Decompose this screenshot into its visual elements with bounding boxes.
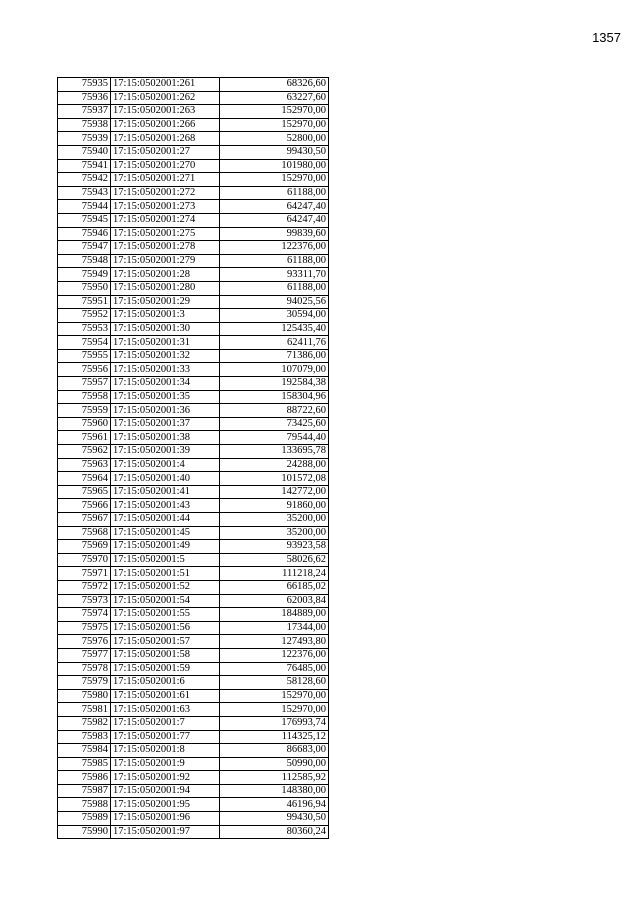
table-row bbox=[58, 295, 329, 309]
cadastral-number-cell: 17:15:0502001:272 bbox=[111, 186, 220, 200]
cadastral-value-cell: 71386,00 bbox=[220, 349, 329, 363]
row-number-cell: 75989 bbox=[58, 812, 111, 826]
table-body bbox=[58, 78, 329, 839]
cadastral-value-cell: 152970,00 bbox=[220, 105, 329, 119]
cadastral-value-cell: 101980,00 bbox=[220, 159, 329, 173]
cadastral-number-cell: 17:15:0502001:7 bbox=[111, 716, 220, 730]
cadastral-value-cell: 46196,94 bbox=[220, 798, 329, 812]
cadastral-value-cell: 133695,78 bbox=[220, 445, 329, 459]
cadastral-number-cell: 17:15:0502001:261 bbox=[111, 78, 220, 92]
table-row bbox=[58, 173, 329, 187]
cadastral-value-cell: 152970,00 bbox=[220, 689, 329, 703]
row-number-cell: 75960 bbox=[58, 417, 111, 431]
table-row bbox=[58, 241, 329, 255]
table-row bbox=[58, 472, 329, 486]
cadastral-number-cell: 17:15:0502001:4 bbox=[111, 458, 220, 472]
table-row bbox=[58, 390, 329, 404]
cadastral-number-cell: 17:15:0502001:268 bbox=[111, 132, 220, 146]
row-number-cell: 75959 bbox=[58, 404, 111, 418]
table-row bbox=[58, 91, 329, 105]
table-row bbox=[58, 757, 329, 771]
table-row bbox=[58, 268, 329, 282]
cadastral-number-cell: 17:15:0502001:57 bbox=[111, 635, 220, 649]
cadastral-value-cell: 125435,40 bbox=[220, 322, 329, 336]
cadastral-number-cell: 17:15:0502001:45 bbox=[111, 526, 220, 540]
cadastral-number-cell: 17:15:0502001:29 bbox=[111, 295, 220, 309]
table-row bbox=[58, 200, 329, 214]
row-number-cell: 75971 bbox=[58, 567, 111, 581]
cadastral-value-cell: 142772,00 bbox=[220, 485, 329, 499]
table-row bbox=[58, 798, 329, 812]
cadastral-value-cell: 88722,60 bbox=[220, 404, 329, 418]
cadastral-number-cell: 17:15:0502001:275 bbox=[111, 227, 220, 241]
cadastral-value-table bbox=[57, 77, 329, 839]
row-number-cell: 75968 bbox=[58, 526, 111, 540]
cadastral-number-cell: 17:15:0502001:36 bbox=[111, 404, 220, 418]
cadastral-value-cell: 61188,00 bbox=[220, 254, 329, 268]
cadastral-value-cell: 114325,12 bbox=[220, 730, 329, 744]
cadastral-value-cell: 79544,40 bbox=[220, 431, 329, 445]
cadastral-value-cell: 99430,50 bbox=[220, 145, 329, 159]
table-row bbox=[58, 186, 329, 200]
table-row bbox=[58, 254, 329, 268]
row-number-cell: 75983 bbox=[58, 730, 111, 744]
cadastral-value-cell: 94025,56 bbox=[220, 295, 329, 309]
cadastral-number-cell: 17:15:0502001:3 bbox=[111, 309, 220, 323]
table-row bbox=[58, 417, 329, 431]
table-row bbox=[58, 812, 329, 826]
row-number-cell: 75942 bbox=[58, 173, 111, 187]
table-row bbox=[58, 213, 329, 227]
page-number: 1357 bbox=[592, 30, 621, 45]
cadastral-value-cell: 91860,00 bbox=[220, 499, 329, 513]
cadastral-value-cell: 35200,00 bbox=[220, 513, 329, 527]
row-number-cell: 75979 bbox=[58, 676, 111, 690]
cadastral-value-cell: 148380,00 bbox=[220, 784, 329, 798]
cadastral-value-cell: 17344,00 bbox=[220, 621, 329, 635]
table-row bbox=[58, 132, 329, 146]
cadastral-number-cell: 17:15:0502001:44 bbox=[111, 513, 220, 527]
row-number-cell: 75940 bbox=[58, 145, 111, 159]
cadastral-number-cell: 17:15:0502001:34 bbox=[111, 377, 220, 391]
cadastral-value-cell: 101572,08 bbox=[220, 472, 329, 486]
cadastral-number-cell: 17:15:0502001:58 bbox=[111, 648, 220, 662]
row-number-cell: 75974 bbox=[58, 608, 111, 622]
table-row bbox=[58, 662, 329, 676]
cadastral-number-cell: 17:15:0502001:97 bbox=[111, 825, 220, 839]
row-number-cell: 75976 bbox=[58, 635, 111, 649]
table-row bbox=[58, 771, 329, 785]
cadastral-number-cell: 17:15:0502001:54 bbox=[111, 594, 220, 608]
row-number-cell: 75951 bbox=[58, 295, 111, 309]
row-number-cell: 75949 bbox=[58, 268, 111, 282]
table-row bbox=[58, 118, 329, 132]
table-row bbox=[58, 445, 329, 459]
table-row bbox=[58, 689, 329, 703]
row-number-cell: 75954 bbox=[58, 336, 111, 350]
cadastral-value-cell: 52800,00 bbox=[220, 132, 329, 146]
row-number-cell: 75939 bbox=[58, 132, 111, 146]
cadastral-value-cell: 127493,80 bbox=[220, 635, 329, 649]
cadastral-number-cell: 17:15:0502001:28 bbox=[111, 268, 220, 282]
row-number-cell: 75936 bbox=[58, 91, 111, 105]
table-row bbox=[58, 363, 329, 377]
table-row bbox=[58, 540, 329, 554]
cadastral-number-cell: 17:15:0502001:55 bbox=[111, 608, 220, 622]
cadastral-value-cell: 112585,92 bbox=[220, 771, 329, 785]
row-number-cell: 75986 bbox=[58, 771, 111, 785]
cadastral-value-cell: 152970,00 bbox=[220, 173, 329, 187]
cadastral-number-cell: 17:15:0502001:271 bbox=[111, 173, 220, 187]
cadastral-number-cell: 17:15:0502001:5 bbox=[111, 553, 220, 567]
cadastral-number-cell: 17:15:0502001:41 bbox=[111, 485, 220, 499]
cadastral-number-cell: 17:15:0502001:273 bbox=[111, 200, 220, 214]
cadastral-number-cell: 17:15:0502001:270 bbox=[111, 159, 220, 173]
cadastral-value-cell: 61188,00 bbox=[220, 281, 329, 295]
row-number-cell: 75961 bbox=[58, 431, 111, 445]
cadastral-value-cell: 76485,00 bbox=[220, 662, 329, 676]
cadastral-value-cell: 50990,00 bbox=[220, 757, 329, 771]
row-number-cell: 75964 bbox=[58, 472, 111, 486]
cadastral-value-cell: 30594,00 bbox=[220, 309, 329, 323]
table-row bbox=[58, 784, 329, 798]
table-row bbox=[58, 567, 329, 581]
table-row bbox=[58, 594, 329, 608]
table-row bbox=[58, 322, 329, 336]
cadastral-value-cell: 122376,00 bbox=[220, 241, 329, 255]
row-number-cell: 75967 bbox=[58, 513, 111, 527]
cadastral-value-cell: 192584,38 bbox=[220, 377, 329, 391]
table-row bbox=[58, 105, 329, 119]
cadastral-value-cell: 158304,96 bbox=[220, 390, 329, 404]
row-number-cell: 75935 bbox=[58, 78, 111, 92]
cadastral-value-cell: 107079,00 bbox=[220, 363, 329, 377]
row-number-cell: 75978 bbox=[58, 662, 111, 676]
row-number-cell: 75981 bbox=[58, 703, 111, 717]
table-row bbox=[58, 159, 329, 173]
cadastral-number-cell: 17:15:0502001:63 bbox=[111, 703, 220, 717]
row-number-cell: 75943 bbox=[58, 186, 111, 200]
cadastral-value-cell: 24288,00 bbox=[220, 458, 329, 472]
row-number-cell: 75990 bbox=[58, 825, 111, 839]
row-number-cell: 75938 bbox=[58, 118, 111, 132]
row-number-cell: 75956 bbox=[58, 363, 111, 377]
cadastral-number-cell: 17:15:0502001:274 bbox=[111, 213, 220, 227]
cadastral-number-cell: 17:15:0502001:35 bbox=[111, 390, 220, 404]
row-number-cell: 75962 bbox=[58, 445, 111, 459]
cadastral-number-cell: 17:15:0502001:40 bbox=[111, 472, 220, 486]
cadastral-number-cell: 17:15:0502001:95 bbox=[111, 798, 220, 812]
row-number-cell: 75987 bbox=[58, 784, 111, 798]
table-row bbox=[58, 716, 329, 730]
table-row bbox=[58, 553, 329, 567]
table-row bbox=[58, 499, 329, 513]
table-row bbox=[58, 349, 329, 363]
table-row bbox=[58, 744, 329, 758]
cadastral-value-cell: 64247,40 bbox=[220, 213, 329, 227]
table-row bbox=[58, 431, 329, 445]
table-row bbox=[58, 730, 329, 744]
cadastral-number-cell: 17:15:0502001:278 bbox=[111, 241, 220, 255]
cadastral-value-cell: 111218,24 bbox=[220, 567, 329, 581]
cadastral-number-cell: 17:15:0502001:92 bbox=[111, 771, 220, 785]
cadastral-value-cell: 68326,60 bbox=[220, 78, 329, 92]
cadastral-number-cell: 17:15:0502001:77 bbox=[111, 730, 220, 744]
table-row bbox=[58, 526, 329, 540]
row-number-cell: 75966 bbox=[58, 499, 111, 513]
cadastral-number-cell: 17:15:0502001:56 bbox=[111, 621, 220, 635]
cadastral-number-cell: 17:15:0502001:61 bbox=[111, 689, 220, 703]
cadastral-number-cell: 17:15:0502001:8 bbox=[111, 744, 220, 758]
cadastral-value-cell: 80360,24 bbox=[220, 825, 329, 839]
cadastral-number-cell: 17:15:0502001:266 bbox=[111, 118, 220, 132]
row-number-cell: 75952 bbox=[58, 309, 111, 323]
cadastral-value-cell: 93923,58 bbox=[220, 540, 329, 554]
cadastral-value-cell: 61188,00 bbox=[220, 186, 329, 200]
table-row bbox=[58, 485, 329, 499]
cadastral-number-cell: 17:15:0502001:262 bbox=[111, 91, 220, 105]
cadastral-number-cell: 17:15:0502001:280 bbox=[111, 281, 220, 295]
table-row bbox=[58, 608, 329, 622]
row-number-cell: 75970 bbox=[58, 553, 111, 567]
cadastral-number-cell: 17:15:0502001:33 bbox=[111, 363, 220, 377]
cadastral-number-cell: 17:15:0502001:39 bbox=[111, 445, 220, 459]
cadastral-value-cell: 62411,76 bbox=[220, 336, 329, 350]
cadastral-number-cell: 17:15:0502001:279 bbox=[111, 254, 220, 268]
row-number-cell: 75948 bbox=[58, 254, 111, 268]
cadastral-value-cell: 176993,74 bbox=[220, 716, 329, 730]
table-row bbox=[58, 648, 329, 662]
cadastral-value-cell: 152970,00 bbox=[220, 703, 329, 717]
table-row bbox=[58, 635, 329, 649]
cadastral-number-cell: 17:15:0502001:51 bbox=[111, 567, 220, 581]
row-number-cell: 75965 bbox=[58, 485, 111, 499]
row-number-cell: 75946 bbox=[58, 227, 111, 241]
cadastral-value-cell: 99430,50 bbox=[220, 812, 329, 826]
row-number-cell: 75988 bbox=[58, 798, 111, 812]
table-row bbox=[58, 336, 329, 350]
row-number-cell: 75985 bbox=[58, 757, 111, 771]
row-number-cell: 75941 bbox=[58, 159, 111, 173]
row-number-cell: 75982 bbox=[58, 716, 111, 730]
row-number-cell: 75972 bbox=[58, 580, 111, 594]
table-row bbox=[58, 825, 329, 839]
cadastral-value-cell: 152970,00 bbox=[220, 118, 329, 132]
cadastral-number-cell: 17:15:0502001:52 bbox=[111, 580, 220, 594]
table-row bbox=[58, 513, 329, 527]
table-row bbox=[58, 227, 329, 241]
cadastral-value-cell: 99839,60 bbox=[220, 227, 329, 241]
table-row bbox=[58, 621, 329, 635]
row-number-cell: 75975 bbox=[58, 621, 111, 635]
table-row bbox=[58, 309, 329, 323]
row-number-cell: 75953 bbox=[58, 322, 111, 336]
cadastral-value-cell: 122376,00 bbox=[220, 648, 329, 662]
cadastral-number-cell: 17:15:0502001:6 bbox=[111, 676, 220, 690]
table-row bbox=[58, 78, 329, 92]
row-number-cell: 75957 bbox=[58, 377, 111, 391]
cadastral-value-cell: 58128,60 bbox=[220, 676, 329, 690]
table-row bbox=[58, 281, 329, 295]
cadastral-value-cell: 86683,00 bbox=[220, 744, 329, 758]
table-row bbox=[58, 458, 329, 472]
cadastral-number-cell: 17:15:0502001:9 bbox=[111, 757, 220, 771]
cadastral-number-cell: 17:15:0502001:263 bbox=[111, 105, 220, 119]
cadastral-number-cell: 17:15:0502001:59 bbox=[111, 662, 220, 676]
cadastral-number-cell: 17:15:0502001:32 bbox=[111, 349, 220, 363]
table-row bbox=[58, 676, 329, 690]
row-number-cell: 75973 bbox=[58, 594, 111, 608]
table-row bbox=[58, 145, 329, 159]
row-number-cell: 75945 bbox=[58, 213, 111, 227]
row-number-cell: 75969 bbox=[58, 540, 111, 554]
cadastral-number-cell: 17:15:0502001:96 bbox=[111, 812, 220, 826]
cadastral-number-cell: 17:15:0502001:27 bbox=[111, 145, 220, 159]
row-number-cell: 75937 bbox=[58, 105, 111, 119]
table-row bbox=[58, 377, 329, 391]
cadastral-value-cell: 66185,02 bbox=[220, 580, 329, 594]
cadastral-number-cell: 17:15:0502001:38 bbox=[111, 431, 220, 445]
cadastral-number-cell: 17:15:0502001:43 bbox=[111, 499, 220, 513]
cadastral-value-cell: 58026,62 bbox=[220, 553, 329, 567]
table-row bbox=[58, 404, 329, 418]
cadastral-number-cell: 17:15:0502001:31 bbox=[111, 336, 220, 350]
cadastral-number-cell: 17:15:0502001:49 bbox=[111, 540, 220, 554]
row-number-cell: 75955 bbox=[58, 349, 111, 363]
table-row bbox=[58, 580, 329, 594]
row-number-cell: 75950 bbox=[58, 281, 111, 295]
row-number-cell: 75984 bbox=[58, 744, 111, 758]
cadastral-number-cell: 17:15:0502001:30 bbox=[111, 322, 220, 336]
cadastral-value-cell: 35200,00 bbox=[220, 526, 329, 540]
cadastral-value-cell: 64247,40 bbox=[220, 200, 329, 214]
cadastral-value-cell: 93311,70 bbox=[220, 268, 329, 282]
row-number-cell: 75947 bbox=[58, 241, 111, 255]
cadastral-number-cell: 17:15:0502001:37 bbox=[111, 417, 220, 431]
row-number-cell: 75944 bbox=[58, 200, 111, 214]
cadastral-value-cell: 184889,00 bbox=[220, 608, 329, 622]
row-number-cell: 75980 bbox=[58, 689, 111, 703]
cadastral-number-cell: 17:15:0502001:94 bbox=[111, 784, 220, 798]
cadastral-value-cell: 63227,60 bbox=[220, 91, 329, 105]
table-row bbox=[58, 703, 329, 717]
row-number-cell: 75958 bbox=[58, 390, 111, 404]
cadastral-value-cell: 62003,84 bbox=[220, 594, 329, 608]
row-number-cell: 75977 bbox=[58, 648, 111, 662]
row-number-cell: 75963 bbox=[58, 458, 111, 472]
cadastral-value-cell: 73425,60 bbox=[220, 417, 329, 431]
